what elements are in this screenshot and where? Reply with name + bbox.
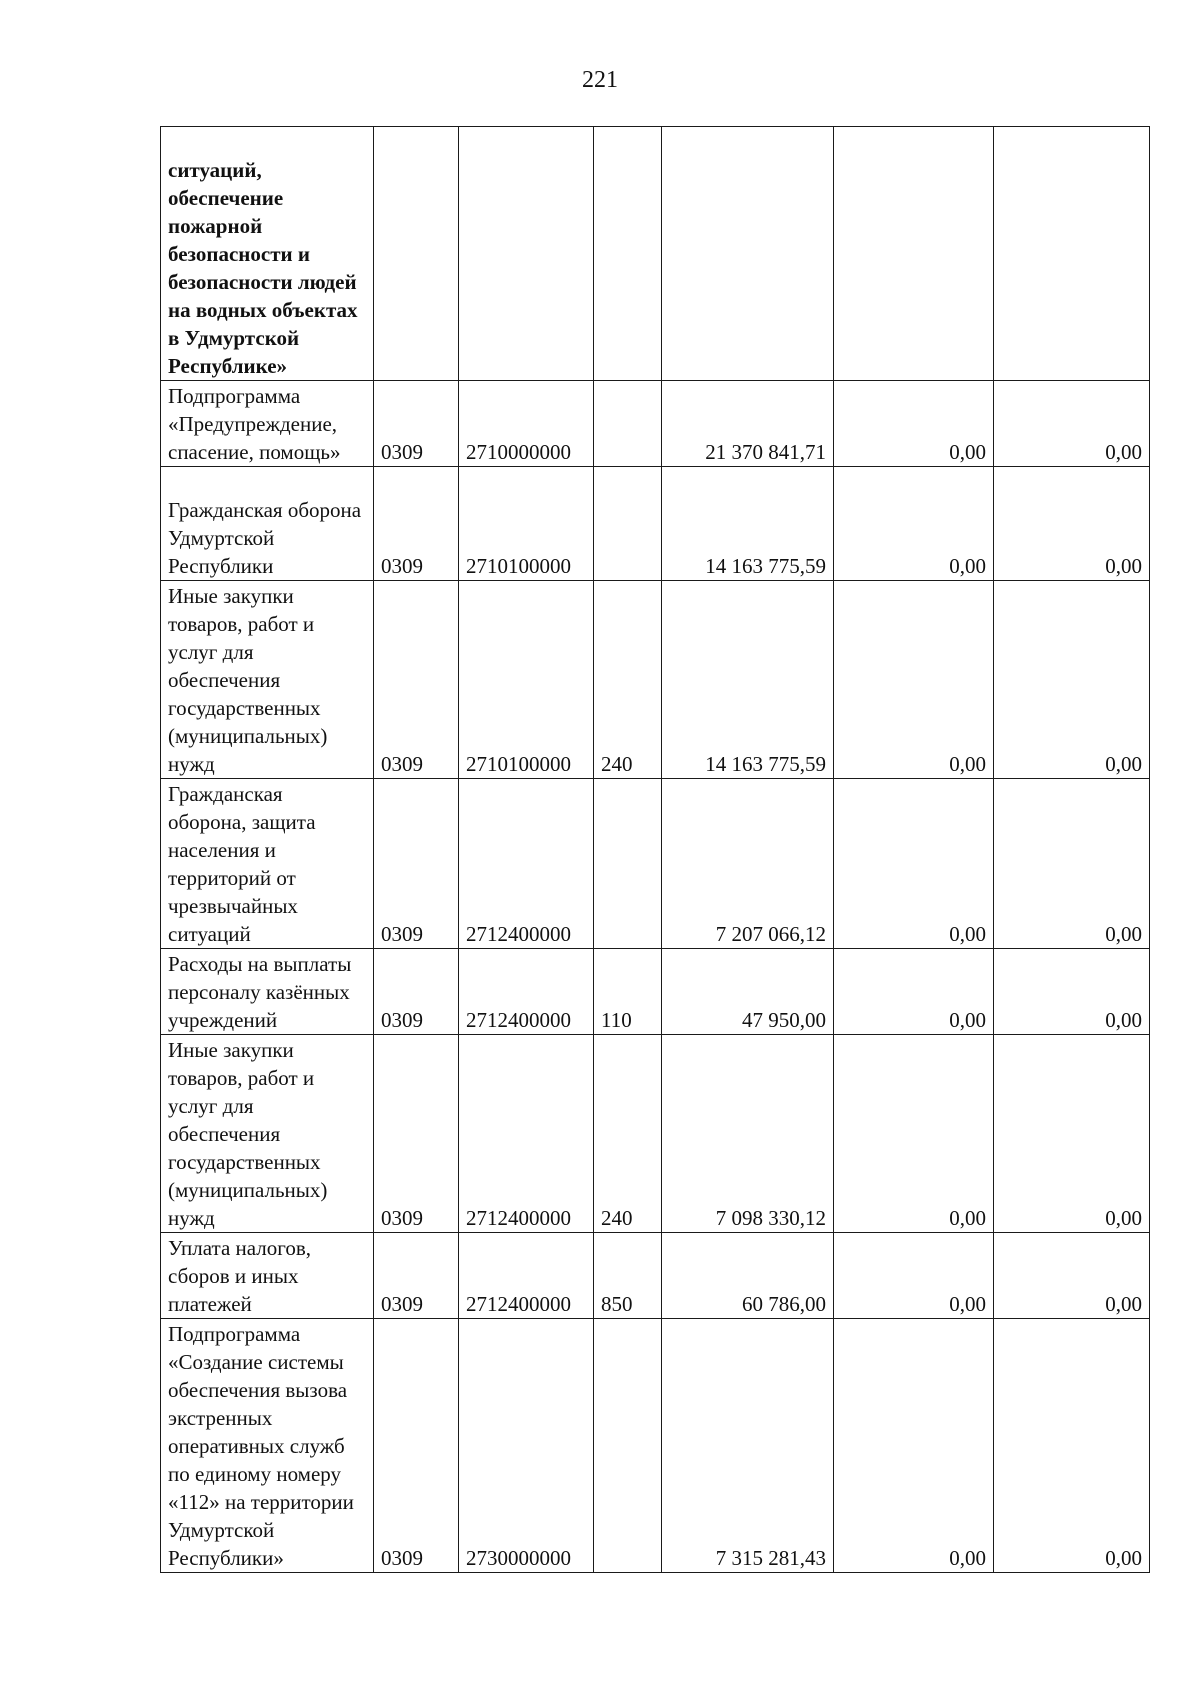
section-code: 0309 <box>374 1319 459 1573</box>
amount-2-cell: 0,00 <box>834 1035 994 1233</box>
expense-name: ситуаций, обеспечение пожарной безопасности и безопасности людей на водных объектах в Удмуртской Республике» <box>161 127 374 381</box>
expense-name: Расходы на выплаты персоналу казённых учреждений <box>161 949 374 1035</box>
budget-table-body <box>161 127 1150 1573</box>
expense-name: Иные закупки товаров, работ и услуг для обеспечения государственных (муниципальных) нужд <box>161 1035 374 1233</box>
amount-3-cell: 0,00 <box>994 581 1150 779</box>
target-article-code: 2710100000 <box>459 467 594 581</box>
expense-type-code: 240 <box>594 1035 662 1233</box>
table-row <box>161 381 1150 467</box>
table-row <box>161 1233 1150 1319</box>
section-code <box>374 127 459 381</box>
amount-3-cell: 0,00 <box>994 381 1150 467</box>
amount-cell: 14 163 775,59 <box>662 467 834 581</box>
expense-name: Подпрограмма «Создание системы обеспечения вызова экстренных оперативных служб по единому номеру «112» на территории Удмуртской Республики» <box>161 1319 374 1573</box>
section-code: 0309 <box>374 467 459 581</box>
table-row <box>161 779 1150 949</box>
amount-3-cell: 0,00 <box>994 779 1150 949</box>
amount-2-cell: 0,00 <box>834 779 994 949</box>
amount-cell: 47 950,00 <box>662 949 834 1035</box>
section-code: 0309 <box>374 381 459 467</box>
section-code: 0309 <box>374 581 459 779</box>
expense-type-code: 850 <box>594 1233 662 1319</box>
target-article-code: 2710100000 <box>459 581 594 779</box>
section-code: 0309 <box>374 1035 459 1233</box>
section-code: 0309 <box>374 1233 459 1319</box>
expense-type-code <box>594 779 662 949</box>
amount-3-cell: 0,00 <box>994 1233 1150 1319</box>
amount-cell <box>662 127 834 381</box>
expense-type-code: 110 <box>594 949 662 1035</box>
table-row <box>161 949 1150 1035</box>
target-article-code: 2712400000 <box>459 779 594 949</box>
target-article-code <box>459 127 594 381</box>
target-article-code: 2730000000 <box>459 1319 594 1573</box>
table-row <box>161 581 1150 779</box>
table-row <box>161 1035 1150 1233</box>
amount-2-cell: 0,00 <box>834 581 994 779</box>
table-row <box>161 1319 1150 1573</box>
expense-type-code <box>594 1319 662 1573</box>
amount-2-cell: 0,00 <box>834 381 994 467</box>
expense-name: Уплата налогов, сборов и иных платежей <box>161 1233 374 1319</box>
budget-table <box>160 126 1150 1573</box>
amount-2-cell: 0,00 <box>834 949 994 1035</box>
table-row <box>161 467 1150 581</box>
amount-3-cell: 0,00 <box>994 1319 1150 1573</box>
expense-type-code <box>594 127 662 381</box>
expense-name: Гражданская оборона, защита населения и территорий от чрезвычайных ситуаций <box>161 779 374 949</box>
amount-cell: 21 370 841,71 <box>662 381 834 467</box>
expense-type-code: 240 <box>594 581 662 779</box>
amount-3-cell: 0,00 <box>994 467 1150 581</box>
amount-cell: 14 163 775,59 <box>662 581 834 779</box>
expense-type-code <box>594 381 662 467</box>
table-row <box>161 127 1150 381</box>
amount-cell: 7 098 330,12 <box>662 1035 834 1233</box>
target-article-code: 2712400000 <box>459 1035 594 1233</box>
section-code: 0309 <box>374 779 459 949</box>
amount-3-cell <box>994 127 1150 381</box>
amount-2-cell: 0,00 <box>834 1233 994 1319</box>
amount-3-cell: 0,00 <box>994 949 1150 1035</box>
amount-2-cell <box>834 127 994 381</box>
page-number: 221 <box>582 67 618 93</box>
amount-3-cell: 0,00 <box>994 1035 1150 1233</box>
expense-name: Подпрограмма «Предупреждение, спасение, помощь» <box>161 381 374 467</box>
target-article-code: 2710000000 <box>459 381 594 467</box>
target-article-code: 2712400000 <box>459 1233 594 1319</box>
amount-cell: 7 207 066,12 <box>662 779 834 949</box>
amount-2-cell: 0,00 <box>834 467 994 581</box>
expense-name: Гражданская оборона Удмуртской Республики <box>161 467 374 581</box>
target-article-code: 2712400000 <box>459 949 594 1035</box>
amount-cell: 7 315 281,43 <box>662 1319 834 1573</box>
amount-cell: 60 786,00 <box>662 1233 834 1319</box>
expense-name: Иные закупки товаров, работ и услуг для обеспечения государственных (муниципальных) нужд <box>161 581 374 779</box>
amount-2-cell: 0,00 <box>834 1319 994 1573</box>
expense-type-code <box>594 467 662 581</box>
section-code: 0309 <box>374 949 459 1035</box>
